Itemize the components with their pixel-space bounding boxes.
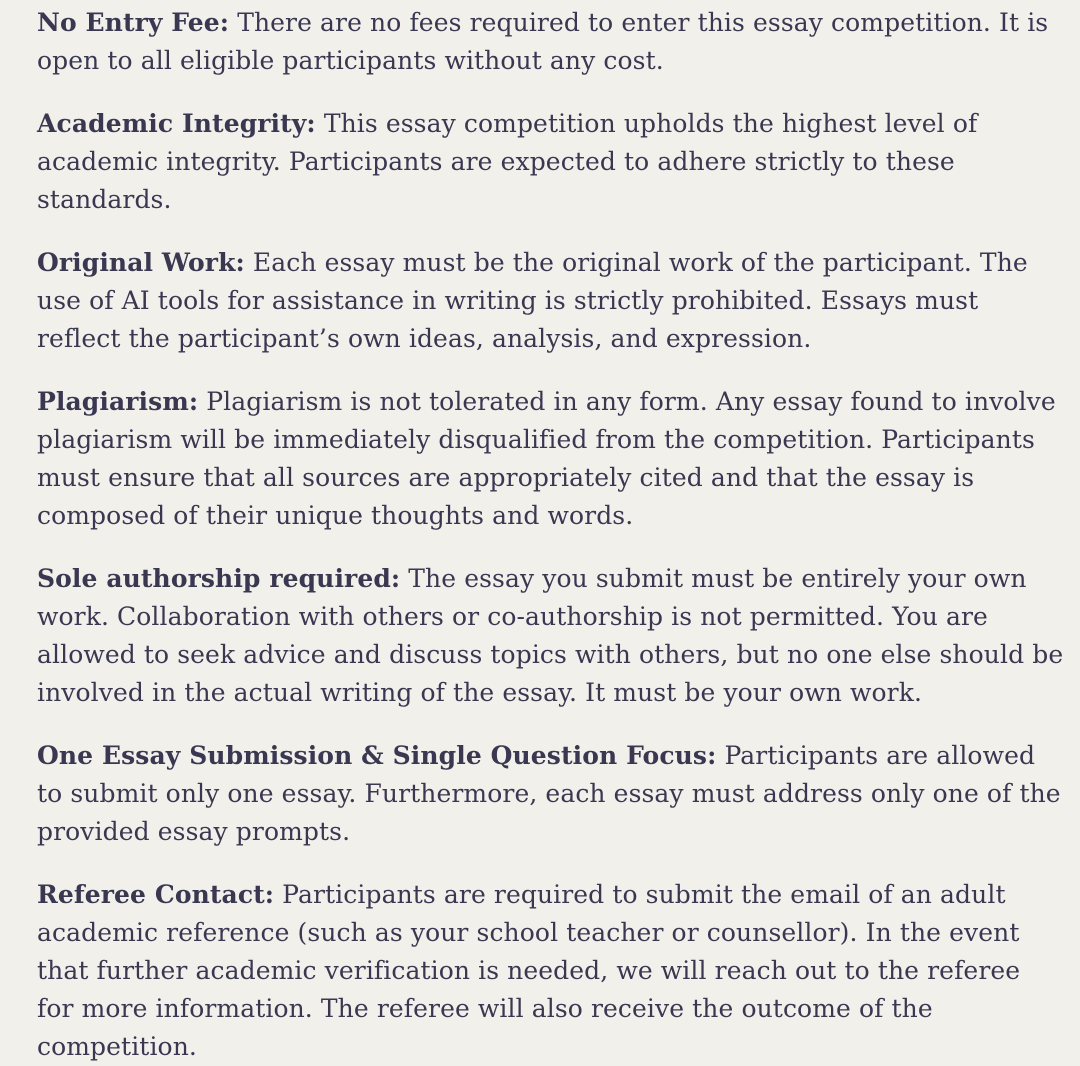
rule-label: Original Work: [37,248,245,277]
rule-text: Plagiarism is not tolerated in any form. Any essay found to involve plagiarism will be immediately disqualified from the competition. Participants must ensure that all sources are appropriately cited and that the essay is composed of their unique thoughts and words. [37,387,1056,530]
rule-text: The essay you submit must be entirely your own work. Collaboration with others or co-authorship is not permitted. You are allowed to seek advice and discuss topics with others, but no one else should be involved in the actual writing of the essay. It must be your own work. [37,564,1064,707]
rule-label: Sole authorship required: [37,564,401,593]
rule-text: Each essay must be the original work of the participant. The use of AI tools for assistance in writing is strictly prohibited. Essays must reflect the participant’s own ideas, analysis, and expression. [37,248,1028,353]
rule-paragraph-sole-authorship [37,560,1064,712]
rule-paragraph-original-work [37,244,1064,358]
rule-label: Academic Integrity: [37,109,316,138]
rule-paragraph-plagiarism [37,383,1064,535]
rule-label: Plagiarism: [37,387,199,416]
rule-text: This essay competition upholds the highest level of academic integrity. Participants are expected to adhere strictly to these standards. [37,109,978,214]
rule-text: Participants are required to submit the email of an adult academic reference (such as your school teacher or counsellor). In the event that further academic verification is needed, we will reach out to the referee for more information. The referee will also receive the outcome of the competition. [37,880,1021,1061]
rule-label: No Entry Fee: [37,8,230,37]
rule-text: Participants are allowed to submit only one essay. Furthermore, each essay must address only one of the provided essay prompts. [37,741,1061,846]
rule-paragraph-referee-contact [37,876,1064,1066]
rule-paragraph-no-entry-fee [37,4,1064,80]
rule-label: Referee Contact: [37,880,275,909]
rule-text: There are no fees required to enter this essay competition. It is open to all eligible participants without any cost. [37,8,1049,75]
rule-paragraph-one-essay-submission [37,737,1064,851]
rule-label: One Essay Submission & Single Question Focus: [37,741,717,770]
rule-paragraph-academic-integrity [37,105,1064,219]
